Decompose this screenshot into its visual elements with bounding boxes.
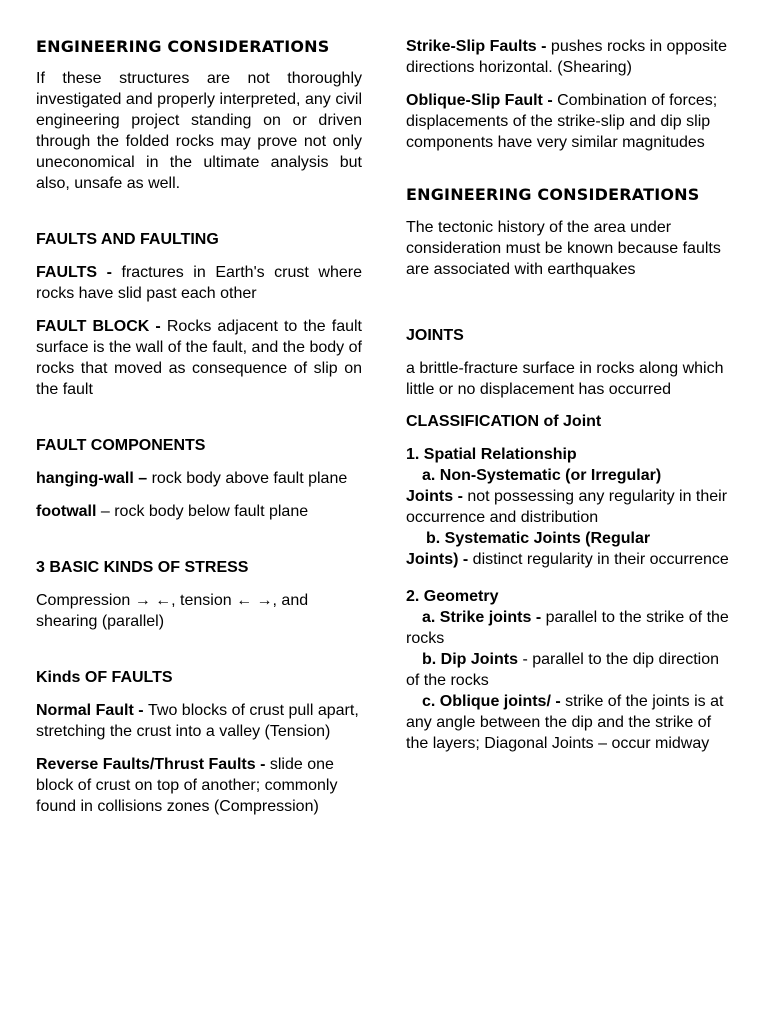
reverse-fault-definition [36,754,362,817]
strike-slip-term: Strike-Slip Faults - [406,38,551,55]
non-systematic-def: not possessing any regularity in their occurrence and distribution [406,488,728,526]
hanging-wall-term: hanging-wall – [36,470,152,487]
engineering-considerations-text-2: The tectonic history of the area under consideration must be known because faults are associated with earthquakes [406,219,721,278]
oblique-joints [406,691,736,754]
geometry-heading: 2. Geometry [406,588,499,605]
oblique-slip-def: Combination of forces; displacements of the strike-slip and dip slip components have very similar magnitudes [406,92,718,151]
left-column [36,36,362,817]
oblique-slip-term: Oblique-Slip Fault - [406,92,558,109]
faults-def: fractures in Earth's crust where rocks have slid past each other [36,264,363,302]
joints-heading: JOINTS [406,327,464,344]
engineering-considerations-heading-2: ENGINEERING CONSIDERATIONS [406,185,700,204]
non-systematic-joints [406,465,736,528]
footwall-def: – rock body below fault plane [96,503,309,520]
spatial-relationship-heading: 1. Spatial Relationship [406,446,577,463]
non-systematic-term-b: Joints - [406,488,468,505]
oblique-slip-definition [406,90,736,153]
strike-slip-def: pushes rocks in opposite directions horizontal. (Shearing) [406,38,728,76]
stress-kinds-text: Compression → ←, tension ← →, and shearing (parallel) [36,592,309,630]
strike-joints-term: a. Strike joints - [422,609,546,626]
reverse-fault-term: Reverse Faults/Thrust Faults - [36,756,270,773]
strike-joints [406,607,736,649]
strike-joints-def: parallel to the strike of the rocks [406,609,729,647]
dip-joints-def: - parallel to the dip direction of the rocks [406,651,719,689]
fault-block-term: FAULT BLOCK - [36,318,167,335]
fault-components-heading: FAULT COMPONENTS [36,437,206,454]
hanging-wall-definition [36,468,362,489]
footwall-term: footwall [36,503,97,520]
fault-block-definition [36,316,362,400]
systematic-term-a: b. Systematic Joints (Regular [426,530,651,547]
dip-joints [406,649,736,691]
systematic-def: distinct regularity in their occurrence [472,551,729,568]
footwall-definition [36,501,362,522]
faults-term: FAULTS - [36,264,122,281]
stress-kinds-heading: 3 BASIC KINDS OF STRESS [36,559,249,576]
non-systematic-term-a: a. Non-Systematic (or Irregular) [422,467,662,484]
dip-joints-term: b. Dip Joints [422,651,518,668]
normal-fault-def: Two blocks of crust pull apart, stretching the crust into a valley (Tension) [36,702,359,740]
faults-definition [36,262,362,304]
normal-fault-definition [36,700,362,742]
oblique-joints-term: c. Oblique joints/ - [422,693,566,710]
strike-slip-definition [406,36,736,78]
joints-definition: a brittle-fracture surface in rocks along which little or no displacement has occurred [406,360,724,398]
systematic-term-b: Joints) - [406,551,473,568]
faults-and-faulting-heading: FAULTS AND FAULTING [36,231,219,248]
engineering-considerations-text: If these structures are not thoroughly investigated and properly interpreted, any civil engineering project standing on or driven through the folded rocks may prove not only uneconomical in the ultimate analysis but also, unsafe as well. [36,70,362,192]
kinds-of-faults-heading: Kinds OF FAULTS [36,669,173,686]
engineering-considerations-heading: ENGINEERING CONSIDERATIONS [36,37,330,56]
reverse-fault-def: slide one block of crust on top of another; commonly found in collisions zones (Compression) [36,756,338,815]
systematic-joints [406,528,736,570]
normal-fault-term: Normal Fault - [36,702,149,719]
oblique-joints-def: strike of the joints is at any angle between the dip and the strike of the layers; Diagonal Joints – occur midway [406,693,724,752]
classification-heading: CLASSIFICATION of Joint [406,413,602,430]
right-column [406,36,736,754]
hanging-wall-def: rock body above fault plane [151,470,348,487]
fault-block-def: Rocks adjacent to the fault surface is the wall of the fault, and the body of rocks that moved as consequence of slip on the fault [36,318,363,398]
